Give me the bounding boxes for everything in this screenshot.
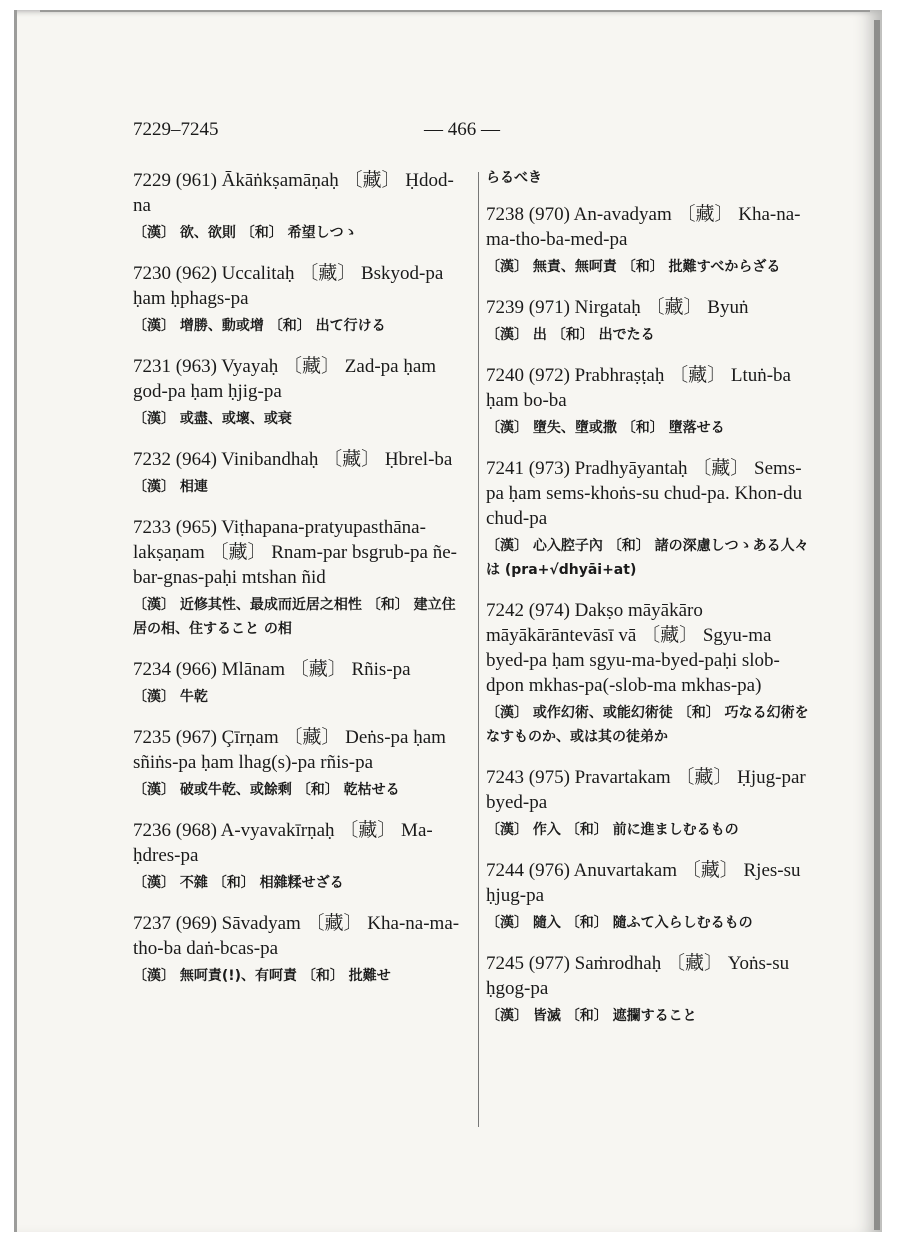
page-number: — 466 — — [424, 119, 500, 140]
entry-chinese-japanese: 〔漢〕 不雜 〔和〕 相雜糅せざる — [133, 875, 344, 891]
entry-chinese-japanese: 〔漢〕 牛乾 — [133, 689, 208, 705]
dictionary-entry — [486, 765, 816, 842]
dictionary-entry — [486, 295, 816, 347]
dictionary-entry — [133, 261, 467, 338]
dictionary-entry — [486, 598, 816, 749]
entry-chinese-japanese: 〔漢〕 近修其性、最成而近居之相性 〔和〕 建立住居の相、住すること の相 — [133, 597, 456, 637]
entry-sanskrit-tibetan: 7232 (964) Vinibandhaḥ 〔藏〕 Ḥbrel-ba — [133, 449, 453, 470]
right-column — [486, 168, 816, 1044]
entry-chinese-japanese: 〔漢〕 心入腔子內 〔和〕 諸の深慮しつゝある人々は (pra+√dhyāi+at) — [486, 538, 809, 578]
left-column — [133, 168, 467, 1004]
entry-chinese-japanese: 〔漢〕 無責、無呵責 〔和〕 批難すべからざる — [486, 259, 781, 275]
dictionary-entry — [486, 202, 816, 279]
dictionary-entry — [486, 363, 816, 440]
entry-sanskrit-tibetan: 7245 (977) Saṁrodhaḥ 〔藏〕 Yoṅs-su ḥgog-pa — [486, 953, 790, 999]
entry-chinese-japanese: 〔漢〕 墮失、墮或撒 〔和〕 墮落せる — [486, 420, 725, 436]
entry-sanskrit-tibetan: 7238 (970) An-avadyam 〔藏〕 Kha-na-ma-tho-ba-med-pa — [486, 204, 801, 250]
dictionary-entry — [486, 456, 816, 582]
entry-sanskrit-tibetan: 7235 (967) Çīrṇam 〔藏〕 Deṅs-pa ḥam sñiṅs-pa ḥam lhag(s)-pa rñis-pa — [133, 727, 446, 773]
dictionary-entry — [486, 951, 816, 1028]
entry-sanskrit-tibetan: 7233 (965) Viṭhapana-pratyupasthāna-lakṣaṇam 〔藏〕 Rnam-par bsgrub-pa ñe-bar-gnas-paḥi mtshan ñid — [133, 517, 457, 588]
entry-sanskrit-tibetan: 7241 (973) Pradhyāyantaḥ 〔藏〕 Sems-pa ḥam sems-khoṅs-su chud-pa. Khon-du chud-pa — [486, 458, 803, 529]
entry-chinese-japanese: 〔漢〕 作入 〔和〕 前に進ましむるもの — [486, 822, 739, 838]
dictionary-entry — [133, 725, 467, 802]
page-left-edge — [14, 10, 17, 1232]
entry-sanskrit-tibetan: 7230 (962) Uccalitaḥ 〔藏〕 Bskyod-pa ḥam ḥphags-pa — [133, 263, 444, 309]
entry-chinese-japanese: 〔漢〕 皆滅 〔和〕 遮攔すること — [486, 1008, 697, 1024]
page-top-edge — [40, 10, 870, 12]
dictionary-entry — [133, 168, 467, 245]
entry-chinese-japanese: 〔漢〕 相連 — [133, 479, 208, 495]
entry-sanskrit-tibetan: 7234 (966) Mlānam 〔藏〕 Rñis-pa — [133, 659, 411, 680]
dictionary-entry — [133, 515, 467, 641]
entry-chinese-japanese: 〔漢〕 或盡、或壞、或衰 — [133, 411, 292, 427]
entry-sanskrit-tibetan: 7236 (968) A-vyavakīrṇaḥ 〔藏〕 Ma-ḥdres-pa — [133, 820, 433, 866]
entry-chinese-japanese: 〔漢〕 破或牛乾、或餘剩 〔和〕 乾枯せる — [133, 782, 400, 798]
entry-range-header: 7229–7245 — [133, 119, 219, 140]
entry-chinese-japanese: 〔漢〕 無呵責(!)、有呵責 〔和〕 批難せ — [133, 968, 391, 984]
dictionary-entry — [133, 911, 467, 988]
entry-sanskrit-tibetan: 7242 (974) Dakṣo māyākāro māyākārāntevāsī vā 〔藏〕 Sgyu-ma byed-pa ḥam sgyu-ma-byed-paḥi slob-dpon mkhas-pa(-slob-ma mkhas-pa) — [486, 600, 780, 696]
entry-chinese-japanese: 〔漢〕 或作幻術、或能幻術徒 〔和〕 巧なる幻術をなすものか、或は其の徒弟か — [486, 705, 809, 745]
dictionary-entry — [133, 657, 467, 709]
dictionary-entry — [133, 818, 467, 895]
entry-sanskrit-tibetan: 7244 (976) Anuvartakam 〔藏〕 Rjes-su ḥjug-pa — [486, 860, 801, 906]
page-binding-edge — [874, 20, 880, 1230]
entry-sanskrit-tibetan: 7237 (969) Sāvadyam 〔藏〕 Kha-na-ma-tho-ba daṅ-bcas-pa — [133, 913, 460, 959]
entry-sanskrit-tibetan: 7240 (972) Prabhraṣṭaḥ 〔藏〕 Ltuṅ-ba ḥam bo-ba — [486, 365, 791, 411]
entry-chinese-japanese: 〔漢〕 增勝、動或增 〔和〕 出て行ける — [133, 318, 386, 334]
dictionary-entry — [133, 354, 467, 431]
entry-chinese-japanese: 〔漢〕 出 〔和〕 出でたる — [486, 327, 655, 343]
entry-sanskrit-tibetan: 7243 (975) Pravartakam 〔藏〕 Ḥjug-par byed-pa — [486, 767, 806, 813]
entry-chinese-japanese: 〔漢〕 隨入 〔和〕 隨ふて入らしむるもの — [486, 915, 753, 931]
continued-text: らるべき — [486, 170, 542, 186]
dictionary-entry — [486, 858, 816, 935]
column-divider — [478, 172, 479, 1127]
entry-chinese-japanese: 〔漢〕 欲、欲則 〔和〕 希望しつゝ — [133, 225, 358, 241]
entry-sanskrit-tibetan: 7239 (971) Nirgataḥ 〔藏〕 Byuṅ — [486, 297, 749, 318]
entry-sanskrit-tibetan: 7229 (961) Ākāṅkṣamāṇaḥ 〔藏〕 Ḥdod-na — [133, 170, 454, 216]
entry-sanskrit-tibetan: 7231 (963) Vyayaḥ 〔藏〕 Zad-pa ḥam god-pa ḥam ḥjig-pa — [133, 356, 437, 402]
dictionary-entry — [133, 447, 467, 499]
